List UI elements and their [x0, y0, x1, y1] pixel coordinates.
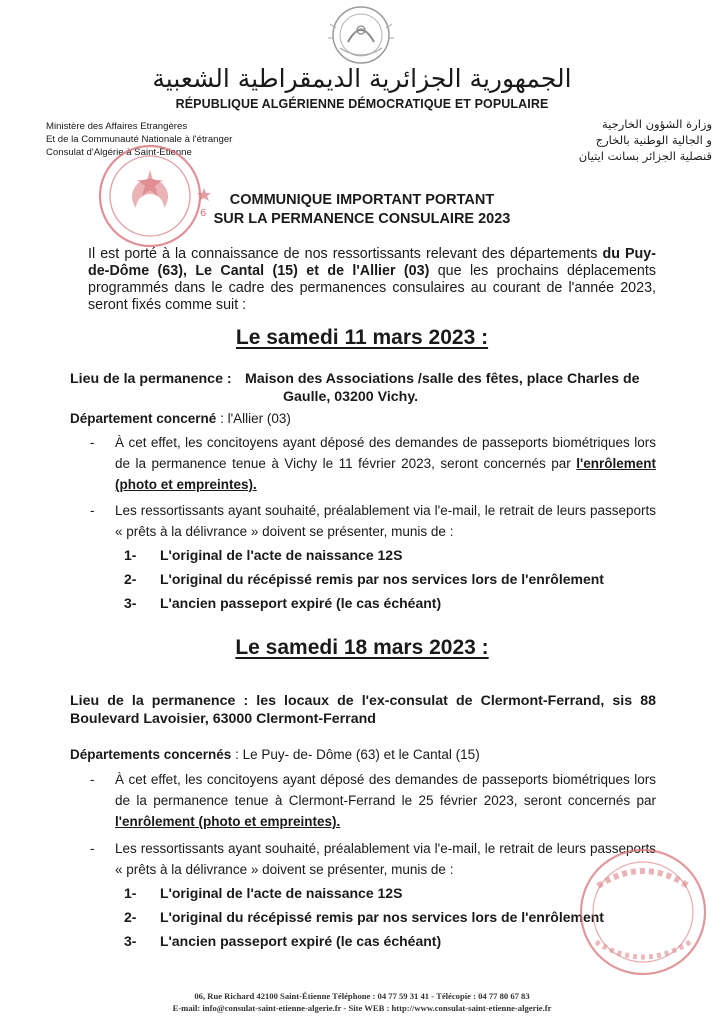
national-emblem-icon [318, 4, 404, 66]
department-label: Département concerné [70, 411, 217, 426]
bullet-text: À cet effet, les concitoyens ayant déposé des demandes de passeports biométriques lors de la permanence tenue à Vichy le 11 février 2023, seront concernés par [115, 435, 656, 471]
list-number: 3- [124, 933, 137, 949]
list-item: L'original de l'acte de naissance 12S [160, 885, 403, 901]
list-item: L'original du récépissé remis par nos services lors de l'enrôlement [160, 909, 604, 925]
footer-contact: E-mail: info@consulat-saint-etienne-algerie.fr - Site WEB : http://www.consulat-saint-etienne-algerie.fr [172, 1003, 552, 1013]
bullet-dash: - [90, 841, 95, 856]
section-date: Le samedi 11 mars 2023 : [235, 326, 489, 349]
ministry-header-right [520, 116, 712, 164]
consulate-stamp-icon [548, 846, 718, 978]
ministry-line: Ministère des Affaires Etrangères [46, 121, 188, 132]
lieu-paragraph [70, 692, 656, 728]
communique-title-line2: SUR LA PERMANENCE CONSULAIRE 2023 [213, 211, 511, 227]
bullet-bold-underlined: l'enrôlement (photo et empreintes). [115, 814, 341, 829]
lieu-address-line: Gaulle, 03200 Vichy. [283, 389, 419, 405]
bullet-bold-underlined: l'enrôlement (photo et empreintes). [115, 456, 656, 492]
intro-text: Il est porté à la connaissance de nos ressortissants relevant des départements [88, 246, 603, 262]
french-republic-title: RÉPUBLIQUE ALGÉRIENNE DÉMOCRATIQUE ET POPULAIRE [175, 97, 549, 111]
intro-departments: du Puy-de-Dôme (63), Le Cantal (15) et de l'Allier (03) [88, 246, 656, 279]
communique-title-line1: COMMUNIQUE IMPORTANT PORTANT [229, 192, 495, 208]
list-item: L'original de l'acte de naissance 12S [160, 547, 403, 563]
list-number: 3- [124, 595, 137, 611]
ministry-line: Et de la Communauté Nationale à l'étranger [46, 134, 233, 145]
ministry-line: Consulat d'Algérie à Saint-Etienne [46, 147, 192, 158]
bullet-enrolment [115, 432, 656, 495]
department-value: : l'Allier (03) [216, 411, 291, 426]
footer-address: 06, Rue Richard 42100 Saint-Étienne Téléphone : 04 77 59 31 41 - Télécopie : 04 77 80 67 83 [194, 991, 530, 1001]
bullet-text: À cet effet, les concitoyens ayant déposé des demandes de passeports biométriques lors de la permanence tenue à Clermont-Ferrand le 25 février 2023, seront concernés par [115, 772, 656, 808]
bullet-dash: - [90, 503, 95, 518]
lieu-line: Boulevard Lavoisier, 63000 Clermont-Ferrand [70, 711, 376, 727]
list-item: L'ancien passeport expiré (le cas échéant) [160, 933, 442, 949]
arabic-republic-title: الجمهورية الجزائرية الديمقراطية الشعبية [152, 64, 572, 93]
section-date-heading [0, 326, 724, 350]
department-label: Départements concernés [70, 747, 232, 762]
bullet-dash: - [90, 772, 95, 787]
communique-title [0, 191, 724, 229]
list-number: 2- [124, 571, 137, 587]
list-item: L'original du récépissé remis par nos services lors de l'enrôlement [160, 571, 604, 587]
intro-text-end: que les prochains déplacements programmés dans le cadre des permanences consulaires au courant de l'année 2023, seront fixés comme suit : [88, 263, 656, 313]
list-number: 2- [124, 909, 137, 925]
lieu-line: Lieu de la permanence : les locaux de l'ex-consulat de Clermont-Ferrand, sis 88 [70, 693, 656, 709]
lieu-label: Lieu de la permanence : [70, 371, 232, 387]
bullet-enrolment [115, 769, 656, 832]
intro-paragraph [88, 246, 656, 314]
lieu-address [245, 370, 660, 406]
list-number: 1- [124, 547, 137, 563]
department-value: : Le Puy- de- Dôme (63) et le Cantal (15) [231, 747, 480, 762]
section-date-heading [0, 636, 724, 660]
bullet-dash: - [90, 435, 95, 450]
list-item: L'ancien passeport expiré (le cas échéant) [160, 595, 442, 611]
lieu-address-line: Maison des Associations /salle des fêtes, place Charles de [245, 371, 640, 387]
svg-text:6: 6 [200, 208, 207, 219]
ministry-line-ar: و الجالية الوطنية بالخارج [595, 133, 712, 147]
list-number: 1- [124, 885, 137, 901]
bullet-retrait: Les ressortissants ayant souhaité, préalablement via l'e-mail, le retrait de leurs passeports « prêts à la délivrance » doivent se présenter, munis de : [115, 503, 656, 539]
ministry-line-ar: قنصلية الجزائر بسانت ايتيان [578, 149, 712, 163]
section-date: Le samedi 18 mars 2023 : [235, 636, 489, 659]
department-line [70, 410, 291, 427]
ministry-line-ar: وزارة الشؤون الخارجية [601, 117, 712, 131]
department-line [70, 746, 480, 763]
bullet-retrait: Les ressortissants ayant souhaité, préalablement via l'e-mail, le retrait de leurs passeports « prêts à la délivrance » doivent se présenter, munis de : [115, 841, 656, 877]
